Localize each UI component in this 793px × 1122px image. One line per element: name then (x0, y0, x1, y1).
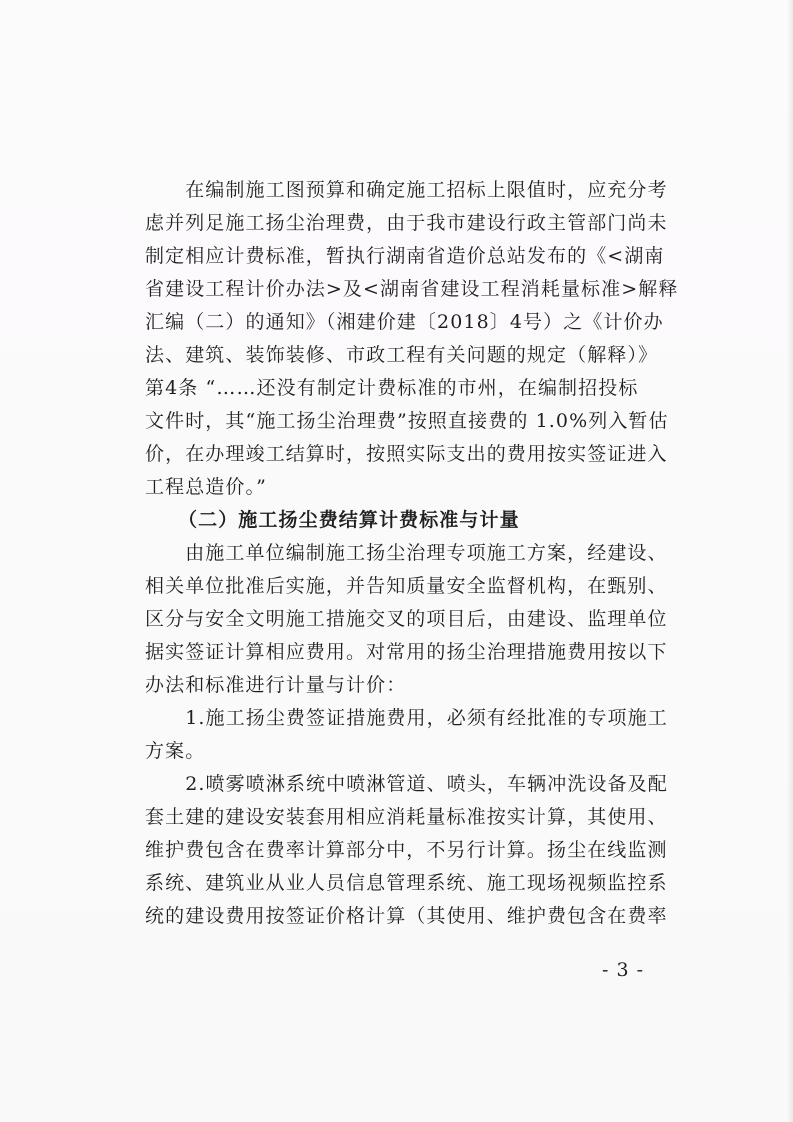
paragraph-line: 办法和标准进行计量与计价： (145, 674, 407, 696)
paragraph-line: 由施工单位编制施工扬尘治理专项施工方案，经建设、 (145, 542, 668, 564)
paragraph-line: 据实签证计算相应费用。对常用的扬尘治理措施费用按以下 (145, 641, 668, 663)
paragraph-line: 在编制施工图预算和确定施工招标上限值时，应充分考 (145, 179, 668, 201)
paragraph-line: 相关单位批准后实施，并告知质量安全监督机构，在甄别、 (145, 575, 668, 597)
paragraph-line: 省建设工程计价办法>及<湖南省建设工程消耗量标准>解释 (145, 278, 679, 300)
paragraph-line: 系统、建筑业从业人员信息管理系统、施工现场视频监控系 (145, 872, 668, 894)
page-number: - 3 - (602, 959, 645, 981)
paragraph-line: 价，在办理竣工结算时，按照实际支出的费用按实签证进入 (145, 443, 668, 465)
paragraph-line: 方案。 (145, 740, 206, 762)
paragraph-line: 虑并列足施工扬尘治理费，由于我市建设行政主管部门尚未 (145, 212, 668, 234)
paragraph-line: 工程总造价。” (145, 476, 267, 498)
paragraph-line: 第4条 “……还没有制定计费标准的市州，在编制招投标 (145, 377, 639, 399)
paragraph-line: 1.施工扬尘费签证措施费用，必须有经批准的专项施工 (145, 707, 668, 729)
paragraph-line: 区分与安全文明施工措施交叉的项目后，由建设、监理单位 (145, 608, 668, 630)
paragraph-line: 文件时，其“施工扬尘治理费”按照直接费的 1.0%列入暂估 (145, 410, 669, 432)
paragraph-line: 统的建设费用按签证价格计算（其使用、维护费包含在费率 (145, 905, 668, 927)
scan-edge-shadow (787, 0, 793, 1122)
paragraph-line: 套土建的建设安装套用相应消耗量标准按实计算，其使用、 (145, 806, 668, 828)
section-heading: （二）施工扬尘费结算计费标准与计量 (178, 509, 520, 531)
paragraph-line: 维护费包含在费率计算部分中，不另行计算。扬尘在线监测 (145, 839, 668, 861)
paragraph-line: 法、建筑、装饰装修、市政工程有关问题的规定（解释）》 (145, 344, 659, 366)
paragraph-line: 制定相应计费标准，暂执行湖南省造价总站发布的《<湖南 (145, 245, 665, 267)
paragraph-line: 汇编（二）的通知》（湘建价建〔2018〕4号）之《计价办 (145, 311, 664, 333)
paragraph-line: 2.喷雾喷淋系统中喷淋管道、喷头，车辆冲洗设备及配 (145, 773, 668, 795)
